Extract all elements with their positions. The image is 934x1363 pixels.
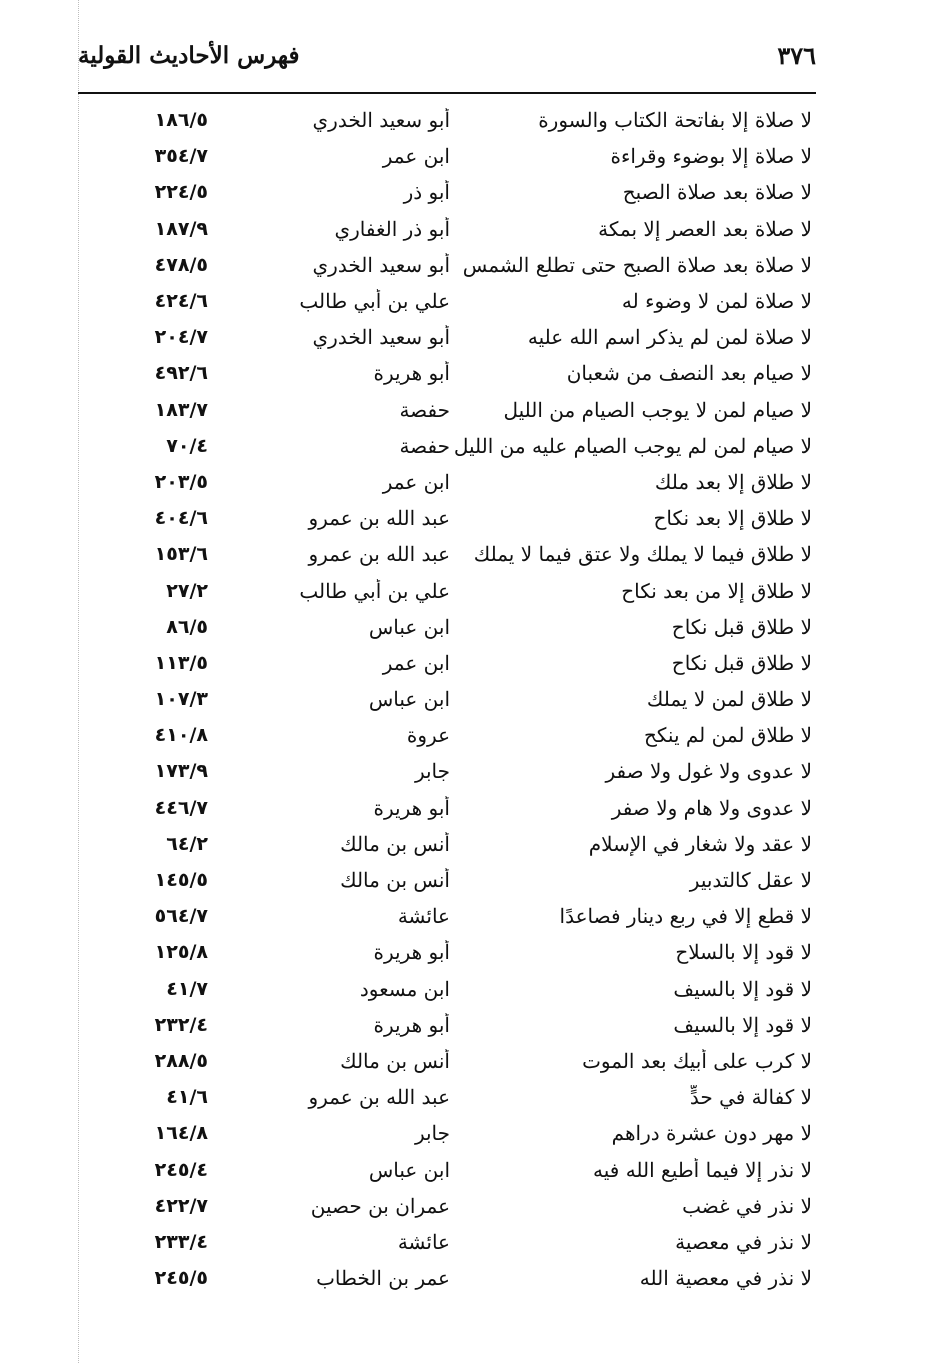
index-entry-row — [78, 138, 816, 174]
narrator-name: جابر — [414, 759, 450, 784]
narrator-name: أنس بن مالك — [340, 831, 450, 856]
volume-page-reference: ٤٢٤/٦ — [154, 290, 208, 313]
volume-page-reference: ١٨٧/٩ — [154, 217, 208, 240]
hadith-text: لا صلاة لمن لا وضوء له — [621, 289, 812, 314]
page-header — [78, 28, 816, 82]
hadith-text: لا عدوى ولا غول ولا صفر — [605, 759, 812, 784]
hadith-text: لا صلاة بعد العصر إلا بمكة — [598, 216, 812, 241]
hadith-text: لا طلاق فيما لا يملك ولا عتق فيما لا يملك — [473, 542, 812, 567]
index-entry-row — [78, 319, 816, 355]
narrator-name: أبو هريرة — [373, 361, 450, 386]
narrator-name: علي بن أبي طالب — [299, 289, 450, 314]
hadith-text: لا كرب على أبيك بعد الموت — [582, 1048, 812, 1073]
narrator-name: عمران بن حصين — [310, 1193, 450, 1218]
volume-page-reference: ٤٤٦/٧ — [154, 796, 208, 819]
index-entry-row — [78, 717, 816, 753]
index-entry-row — [78, 1224, 816, 1260]
index-entry-row — [78, 392, 816, 428]
hadith-text: لا قطع إلا في ربع دينار فصاعدًا — [559, 904, 812, 929]
index-entry-row — [78, 971, 816, 1007]
narrator-name: أنس بن مالك — [340, 1048, 450, 1073]
volume-page-reference: ٤١٠/٨ — [154, 724, 208, 747]
index-entry-row — [78, 681, 816, 717]
index-entry-row — [78, 609, 816, 645]
narrator-name: ابن عباس — [368, 687, 450, 712]
narrator-name: أبو ذر الغفاري — [334, 216, 450, 241]
index-entry-row — [78, 1115, 816, 1151]
hadith-text: لا صلاة لمن لم يذكر اسم الله عليه — [527, 325, 812, 350]
index-entry-row — [78, 934, 816, 970]
narrator-name: أبو هريرة — [373, 1012, 450, 1037]
index-entry-row — [78, 500, 816, 536]
hadith-text: لا عدوى ولا هام ولا صفر — [611, 795, 812, 820]
index-entry-row — [78, 1043, 816, 1079]
volume-page-reference: ١٨٦/٥ — [154, 109, 208, 132]
index-entry-row — [78, 826, 816, 862]
hadith-text: لا صيام بعد النصف من شعبان — [566, 361, 812, 386]
index-entry-row — [78, 1079, 816, 1115]
hadith-text: لا طلاق لمن لا يملك — [646, 687, 812, 712]
hadith-text: لا صلاة إلا بفاتحة الكتاب والسورة — [538, 108, 812, 133]
hadith-text: لا نذر إلا فيما أطيع الله فيه — [593, 1157, 812, 1182]
index-entry-row — [78, 355, 816, 391]
volume-page-reference: ٤٩٢/٦ — [154, 362, 208, 385]
hadith-text: لا طلاق إلا بعد نكاح — [653, 506, 812, 531]
narrator-name: عائشة — [397, 904, 450, 929]
narrator-name: عروة — [406, 723, 450, 748]
hadith-text: لا نذر في معصية — [675, 1229, 812, 1254]
index-entry-row — [78, 1188, 816, 1224]
volume-page-reference: ١٥٣/٦ — [154, 543, 208, 566]
hadith-text: لا عقل كالتدبير — [689, 868, 812, 893]
volume-page-reference: ٦٤/٢ — [166, 832, 208, 855]
narrator-name: حفصة — [399, 433, 450, 458]
hadith-text: لا قود إلا بالسلاح — [675, 940, 812, 965]
index-entry-row — [78, 1007, 816, 1043]
volume-page-reference: ٥٦٤/٧ — [154, 905, 208, 928]
volume-page-reference: ١٧٣/٩ — [154, 760, 208, 783]
narrator-name: أبو سعيد الخدري — [312, 252, 450, 277]
volume-page-reference: ٢٨٨/٥ — [154, 1049, 208, 1072]
hadith-text: لا طلاق قبل نكاح — [671, 614, 812, 639]
volume-page-reference: ١٢٥/٨ — [154, 941, 208, 964]
hadith-text: لا صلاة بعد صلاة الصبح حتى تطلع الشمس — [462, 252, 812, 277]
narrator-name: ابن عمر — [382, 650, 450, 675]
page-number: ٣٧٦ — [777, 40, 816, 70]
index-entry-row — [78, 898, 816, 934]
narrator-name: علي بن أبي طالب — [299, 578, 450, 603]
volume-page-reference: ٤١/٦ — [166, 1086, 208, 1109]
index-entry-row — [78, 536, 816, 572]
hadith-text: لا طلاق إلا بعد ملك — [654, 469, 812, 494]
narrator-name: أبو هريرة — [373, 940, 450, 965]
running-title: فهرس الأحاديث القولية — [78, 41, 300, 69]
volume-page-reference: ٤١/٧ — [166, 977, 208, 1000]
narrator-name: عمر بن الخطاب — [316, 1266, 450, 1291]
index-entry-row — [78, 1260, 816, 1296]
volume-page-reference: ٢٤٥/٥ — [154, 1267, 208, 1290]
volume-page-reference: ٢٠٤/٧ — [154, 326, 208, 349]
index-entry-row — [78, 283, 816, 319]
narrator-name: جابر — [414, 1121, 450, 1146]
volume-page-reference: ٢٢٤/٥ — [154, 181, 208, 204]
index-entry-row — [78, 174, 816, 210]
volume-page-reference: ١٠٧/٣ — [154, 688, 208, 711]
narrator-name: عبد الله بن عمرو — [308, 542, 450, 567]
volume-page-reference: ١٤٥/٥ — [154, 869, 208, 892]
hadith-text: لا قود إلا بالسيف — [673, 1012, 812, 1037]
hadith-text: لا طلاق قبل نكاح — [671, 650, 812, 675]
narrator-name: حفصة — [399, 397, 450, 422]
hadith-text: لا صيام لمن لم يوجب الصيام عليه من الليل — [453, 433, 812, 458]
index-entry-row — [78, 102, 816, 138]
hadith-text: لا كفالة في حدٍّ — [689, 1085, 812, 1110]
narrator-name: عبد الله بن عمرو — [308, 506, 450, 531]
volume-page-reference: ٢٠٣/٥ — [154, 470, 208, 493]
hadith-text: لا مهر دون عشرة دراهم — [611, 1121, 812, 1146]
hadith-text: لا صلاة بعد صلاة الصبح — [622, 180, 812, 205]
hadith-index-list — [78, 102, 816, 1296]
narrator-name: عبد الله بن عمرو — [308, 1085, 450, 1110]
index-entry-row — [78, 645, 816, 681]
hadith-text: لا نذر في غضب — [682, 1193, 812, 1218]
index-entry-row — [78, 572, 816, 608]
hadith-text: لا نذر في معصية الله — [639, 1266, 812, 1291]
hadith-text: لا عقد ولا شغار في الإسلام — [588, 831, 812, 856]
hadith-text: لا صلاة إلا بوضوء وقراءة — [610, 144, 812, 169]
narrator-name: ابن عباس — [368, 614, 450, 639]
index-entry-row — [78, 753, 816, 789]
volume-page-reference: ٤٠٤/٦ — [154, 507, 208, 530]
narrator-name: ابن عمر — [382, 469, 450, 494]
index-entry-row — [78, 862, 816, 898]
header-rule — [78, 92, 816, 94]
volume-page-reference: ١١٣/٥ — [154, 651, 208, 674]
index-entry-row — [78, 211, 816, 247]
narrator-name: ابن عمر — [382, 144, 450, 169]
narrator-name: ابن عباس — [368, 1157, 450, 1182]
narrator-name: ابن مسعود — [359, 976, 450, 1001]
index-entry-row — [78, 790, 816, 826]
index-entry-row — [78, 1151, 816, 1187]
volume-page-reference: ٤٢٢/٧ — [154, 1194, 208, 1217]
volume-page-reference: ٤٧٨/٥ — [154, 253, 208, 276]
narrator-name: أبو هريرة — [373, 795, 450, 820]
narrator-name: عائشة — [397, 1229, 450, 1254]
volume-page-reference: ٢٣٣/٤ — [154, 1230, 208, 1253]
volume-page-reference: ٢٣٢/٤ — [154, 1013, 208, 1036]
volume-page-reference: ١٦٤/٨ — [154, 1122, 208, 1145]
index-entry-row — [78, 428, 816, 464]
volume-page-reference: ٢٤٥/٤ — [154, 1158, 208, 1181]
volume-page-reference: ٧٠/٤ — [166, 434, 208, 457]
volume-page-reference: ٣٥٤/٧ — [154, 145, 208, 168]
hadith-text: لا صيام لمن لا يوجب الصيام من الليل — [503, 397, 812, 422]
hadith-text: لا طلاق إلا من بعد نكاح — [621, 578, 812, 603]
narrator-name: أبو سعيد الخدري — [312, 108, 450, 133]
volume-page-reference: ١٨٣/٧ — [154, 398, 208, 421]
volume-page-reference: ٢٧/٢ — [166, 579, 208, 602]
narrator-name: أبو ذر — [403, 180, 450, 205]
narrator-name: أبو سعيد الخدري — [312, 325, 450, 350]
hadith-text: لا طلاق لمن لم ينكح — [643, 723, 812, 748]
index-entry-row — [78, 464, 816, 500]
volume-page-reference: ٨٦/٥ — [166, 615, 208, 638]
hadith-text: لا قود إلا بالسيف — [673, 976, 812, 1001]
index-entry-row — [78, 247, 816, 283]
narrator-name: أنس بن مالك — [340, 868, 450, 893]
